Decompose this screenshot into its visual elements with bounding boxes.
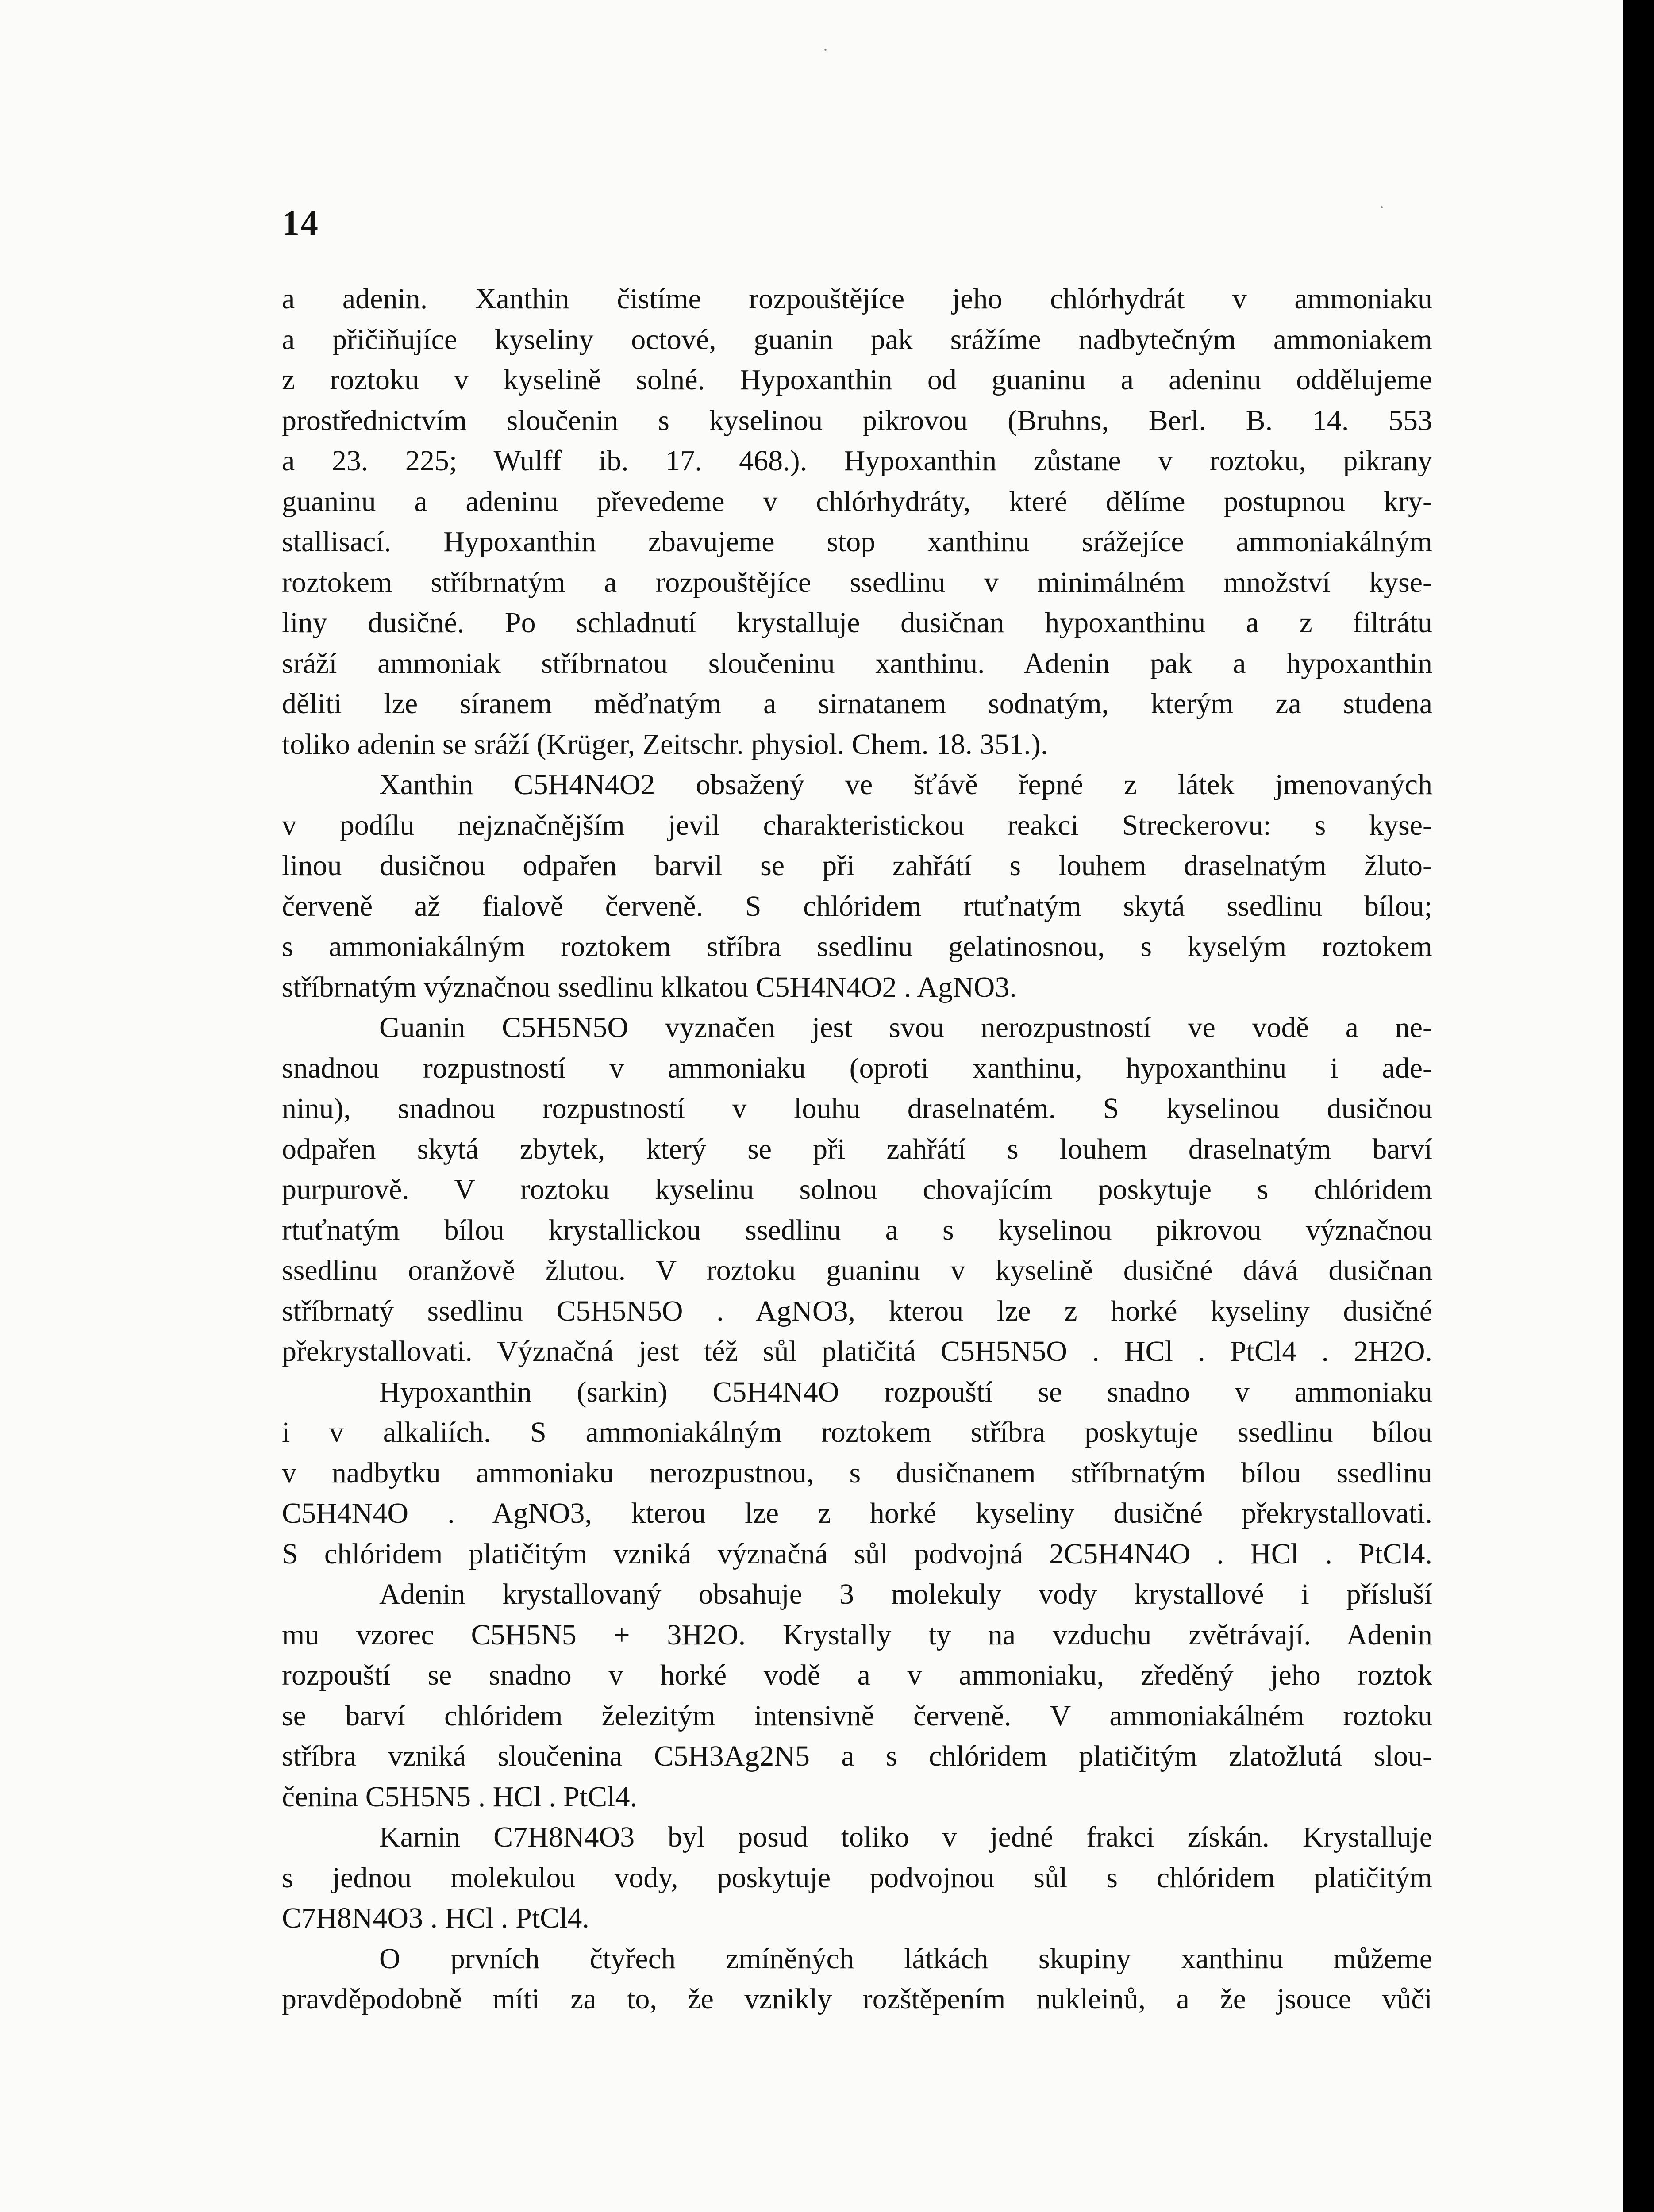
text-line: purpurově. V roztoku kyselinu solnou chovajícím poskytuje s chlóridem [282, 1173, 1432, 1206]
text-line: ninu), snadnou rozpustností v louhu draselnatém. S kyselinou dusičnou [282, 1092, 1432, 1125]
text-line: sráží ammoniak stříbrnatou sloučeninu xanthinu. Adenin pak a hypoxanthin [282, 647, 1432, 680]
text-line: se barví chlóridem železitým intensivně červeně. V ammoniakálném roztoku [282, 1699, 1432, 1732]
text-line: rtuťnatým bílou krystallickou ssedlinu a s kyselinou pikrovou význačnou [282, 1214, 1432, 1246]
text-line: snadnou rozpustností v ammoniaku (oproti xanthinu, hypoxanthinu i ade- [282, 1052, 1432, 1084]
text-line: linou dusičnou odpařen barvil se při zahřátí s louhem draselnatým žluto- [282, 849, 1432, 882]
text-line: ssedlinu oranžově žlutou. V roztoku guaninu v kyselině dusičné dává dusičnan [282, 1254, 1432, 1286]
text-line: Karnin C7H8N4O3 byl posud toliko v jedné frakci získán. Krystalluje [379, 1821, 1432, 1853]
text-line: Hypoxanthin (sarkin) C5H4N4O rozpouští se snadno v ammoniaku [379, 1375, 1432, 1408]
text-line: stříbrnatým význačnou ssedlinu klkatou C5H4N4O2 . AgNO3. [282, 971, 1017, 1003]
page-number: 14 [282, 204, 319, 243]
text-line: čenina C5H5N5 . HCl . PtCl4. [282, 1780, 637, 1813]
text-line: toliko adenin se sráží (Krüger, Zeitschr. physiol. Chem. 18. 351.). [282, 728, 1048, 760]
text-line: v podílu nejznačnějším jevil charakteristickou reakci Streckerovu: s kyse- [282, 809, 1432, 841]
scan-border [1623, 0, 1654, 2212]
text-line: odpařen skytá zbytek, který se při zahřátí s louhem draselnatým barví [282, 1133, 1432, 1165]
text-line: Adenin krystallovaný obsahuje 3 molekuly vody krystallové i přísluší [379, 1578, 1432, 1610]
text-line: s ammoniakálným roztokem stříbra ssedlinu gelatinosnou, s kyselým roztokem [282, 930, 1432, 963]
text-line: i v alkaliích. S ammoniakálným roztokem stříbra poskytuje ssedlinu bílou [282, 1416, 1432, 1448]
scan-speck [1381, 206, 1383, 208]
text-line: v nadbytku ammoniaku nerozpustnou, s dusičnanem stříbrnatým bílou ssedlinu [282, 1456, 1432, 1489]
text-line: stallisací. Hypoxanthin zbavujeme stop xanthinu srážejíce ammoniakálným [282, 526, 1432, 558]
text-line: rozpouští se snadno v horké vodě a v ammoniaku, zředěný jeho roztok [282, 1659, 1432, 1691]
scan-speck [824, 49, 827, 51]
text-line: mu vzorec C5H5N5 + 3H2O. Krystally ty na vzduchu zvětrávají. Adenin [282, 1618, 1432, 1651]
body-text [282, 279, 1432, 2020]
text-line: a 23. 225; Wulff ib. 17. 468.). Hypoxanthin zůstane v roztoku, pikrany [282, 445, 1432, 477]
text-line: C7H8N4O3 . HCl . PtCl4. [282, 1902, 589, 1934]
text-line: překrystallovati. Význačná jest též sůl platičitá C5H5N5O . HCl . PtCl4 . 2H2O. [282, 1335, 1432, 1367]
text-line: červeně až fialově červeně. S chlóridem rtuťnatým skytá ssedlinu bílou; [282, 890, 1432, 922]
text-line: C5H4N4O . AgNO3, kterou lze z horké kyseliny dusičné překrystallovati. [282, 1497, 1432, 1529]
text-line: S chlóridem platičitým vzniká význačná sůl podvojná 2C5H4N4O . HCl . PtCl4. [282, 1537, 1432, 1570]
text-line: Guanin C5H5N5O vyznačen jest svou nerozpustností ve vodě a ne- [379, 1011, 1432, 1044]
text-line: Xanthin C5H4N4O2 obsažený ve šťávě řepné z látek jmenovaných [379, 768, 1432, 801]
text-line: s jednou molekulou vody, poskytuje podvojnou sůl s chlóridem platičitým [282, 1861, 1432, 1894]
text-line: guaninu a adeninu převedeme v chlórhydráty, které dělíme postupnou kry- [282, 485, 1432, 518]
text-line: a adenin. Xanthin čistíme rozpouštějíce jeho chlórhydrát v ammoniaku [282, 283, 1432, 315]
text-line: a přičiňujíce kyseliny octové, guanin pak srážíme nadbytečným ammoniakem [282, 323, 1432, 356]
text-line: prostřednictvím sloučenin s kyselinou pikrovou (Bruhns, Berl. B. 14. 553 [282, 404, 1432, 437]
text-line: děliti lze síranem měďnatým a sirnatanem sodnatým, kterým za studena [282, 687, 1432, 720]
text-line: stříbrnatý ssedlinu C5H5N5O . AgNO3, kterou lze z horké kyseliny dusičné [282, 1294, 1432, 1327]
text-line: stříbra vzniká sloučenina C5H3Ag2N5 a s chlóridem platičitým zlatožlutá slou- [282, 1740, 1432, 1772]
text-line: z roztoku v kyselině solné. Hypoxanthin od guaninu a adeninu oddělujeme [282, 364, 1432, 396]
text-line: roztokem stříbrnatým a rozpouštějíce ssedlinu v minimálném množství kyse- [282, 566, 1432, 599]
text-line: liny dusičné. Po schladnutí krystalluje dusičnan hypoxanthinu a z filtrátu [282, 607, 1432, 639]
text-line: O prvních čtyřech zmíněných látkách skupiny xanthinu můžeme [379, 1942, 1432, 1975]
text-line: pravděpodobně míti za to, že vznikly rozštěpením nukleinů, a že jsouce vůči [282, 1983, 1432, 2015]
